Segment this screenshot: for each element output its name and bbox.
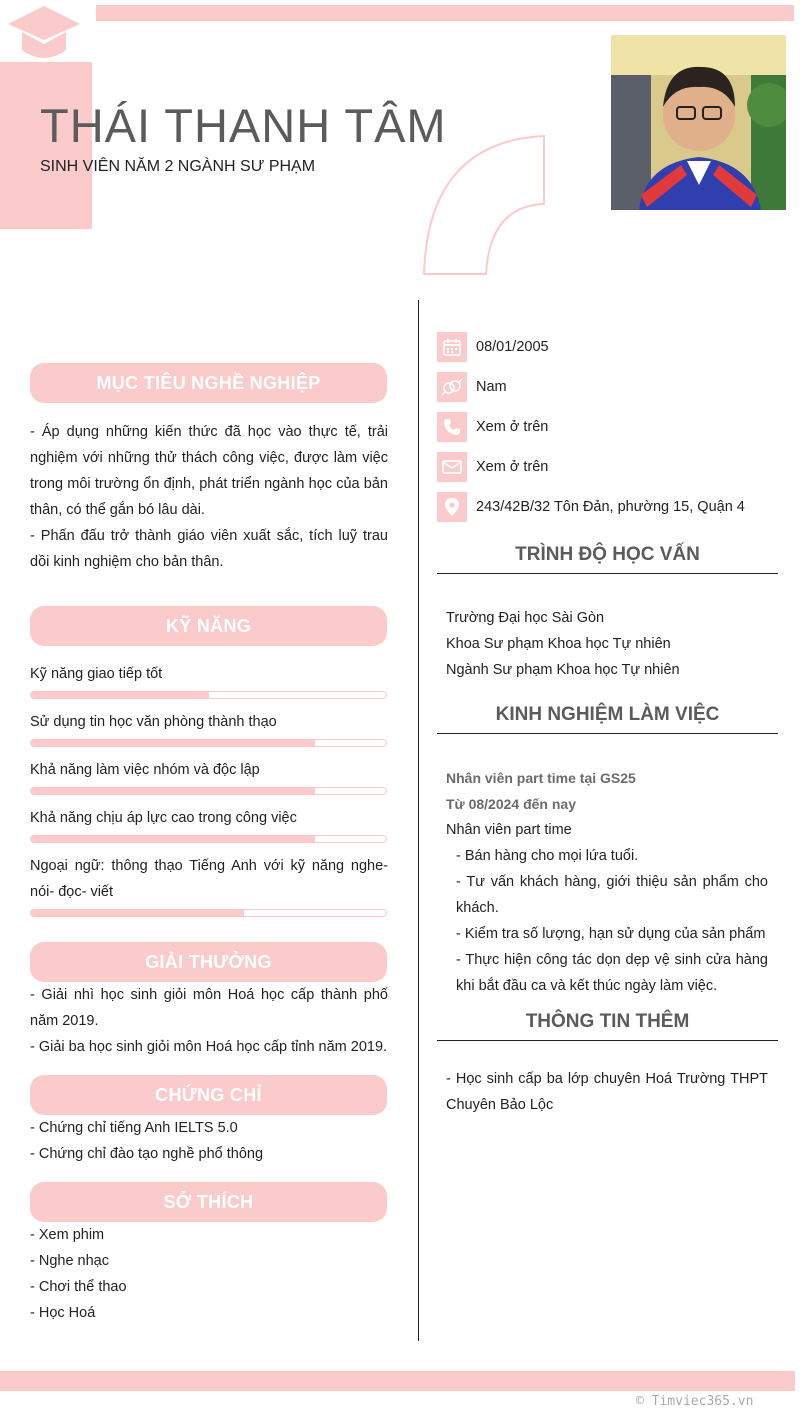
education-line: Khoa Sư phạm Khoa học Tự nhiên (446, 636, 671, 652)
address-text: 243/42B/32 Tôn Đản, phường 15, Quận 4 (476, 499, 745, 515)
candidate-name: THÁI THANH TÂM (40, 99, 447, 152)
contact-phone (437, 412, 548, 442)
experience-text (446, 765, 768, 999)
job-duty: - Tư vấn khách hàng, giới thiệu sản phẩm cho khách. (456, 874, 768, 916)
award-line: - Giải nhì học sinh giỏi môn Hoá học cấp thành phố năm 2019. (30, 987, 388, 1029)
awards-heading: GIẢI THƯỞNG (30, 942, 387, 982)
phone-text: Xem ở trên (476, 419, 549, 435)
skill-bar-fill (31, 836, 315, 842)
job-period: Từ 08/2024 đến nay (446, 796, 576, 812)
skill-label: Ngoại ngữ: thông thạo Tiếng Anh với kỹ năng nghe- nói- đọc- viết (30, 858, 388, 900)
skill-bar-fill (31, 692, 209, 698)
skill-bar-fill (31, 910, 244, 916)
experience-heading: KINH NGHIỆM LÀM VIỆC (495, 704, 720, 725)
education-line: Ngành Sư phạm Khoa học Tự nhiên (446, 662, 680, 678)
bottom-accent-bar (0, 1371, 795, 1391)
education-heading: TRÌNH ĐỘ HỌC VẤN (515, 544, 700, 565)
contact-email (437, 452, 548, 482)
education-line: Trường Đại học Sài Gòn (446, 610, 605, 626)
certificate-line: - Chứng chỉ đào tạo nghề phổ thông (30, 1146, 264, 1162)
additional-rule (437, 1040, 778, 1041)
decorative-arc (420, 134, 550, 279)
certificates-text (30, 1115, 388, 1167)
skill-label: Khả năng chịu áp lực cao trong công việc (30, 810, 297, 826)
phone-icon (437, 412, 467, 442)
top-accent-bar (96, 5, 794, 21)
email-icon (437, 452, 467, 482)
hobbies-heading: SỞ THÍCH (30, 1182, 387, 1222)
certificate-line: - Chứng chỉ tiếng Anh IELTS 5.0 (30, 1120, 238, 1136)
skill-bar-fill (31, 740, 315, 746)
birthdate-text: 08/01/2005 (476, 339, 549, 355)
additional-heading: THÔNG TIN THÊM (525, 1011, 690, 1032)
experience-rule (437, 733, 778, 734)
skill-bar (30, 787, 387, 795)
hobbies-text (30, 1222, 388, 1326)
contact-birthdate (437, 332, 549, 362)
location-icon (437, 492, 467, 522)
hobby-line: - Chơi thể thao (30, 1279, 127, 1295)
skill-label: Sử dụng tin học văn phòng thành thạo (30, 714, 277, 730)
hobby-line: - Nghe nhạc (30, 1253, 109, 1269)
skill-bar (30, 691, 387, 699)
profile-photo (611, 35, 786, 210)
hobby-line: - Học Hoá (30, 1305, 96, 1321)
objective-line: - Áp dụng những kiến thức đã học vào thực tế, trải nghiệm với những thử thách công việc, được làm việc trong môi trường ổn định, phát triển ngành học của bản thân, có thể gắn bó lâu dài. (30, 424, 388, 518)
skill-bar-fill (31, 788, 315, 794)
column-divider (418, 300, 419, 1341)
contact-address (437, 492, 745, 522)
watermark: © Timviec365.vn (636, 1394, 754, 1409)
additional-text (446, 1066, 768, 1118)
graduation-cap-icon (6, 4, 82, 62)
skill-bar (30, 909, 387, 917)
skill-label: Khả năng làm việc nhóm và độc lập (30, 762, 260, 778)
award-line: - Giải ba học sinh giỏi môn Hoá học cấp tỉnh năm 2019. (30, 1039, 388, 1055)
skill-bar (30, 835, 387, 843)
candidate-subtitle: SINH VIÊN NĂM 2 NGÀNH SƯ PHẠM (40, 158, 316, 175)
skill-label: Kỹ năng giao tiếp tốt (30, 666, 163, 682)
job-position: Nhân viên part time (446, 822, 572, 838)
contact-gender (437, 372, 507, 402)
job-title: Nhân viên part time tại GS25 (446, 770, 636, 786)
skills-heading: KỸ NĂNG (30, 606, 387, 646)
additional-line: - Học sinh cấp ba lớp chuyên Hoá Trường THPT Chuyên Bảo Lộc (446, 1071, 768, 1113)
objective-text (30, 419, 388, 575)
job-duty: - Thực hiện công tác dọn dẹp vệ sinh cửa hàng khi bắt đầu ca và kết thúc ngày làm việc. (456, 952, 768, 994)
education-rule (437, 573, 778, 574)
skill-bar (30, 739, 387, 747)
calendar-icon (437, 332, 467, 362)
education-text (446, 605, 768, 683)
certificates-heading: CHỨNG CHỈ (30, 1075, 387, 1115)
job-duty: - Bán hàng cho mọi lứa tuổi. (456, 848, 639, 864)
gender-icon (437, 372, 467, 402)
email-text: Xem ở trên (476, 459, 549, 475)
job-duty: - Kiểm tra số lượng, hạn sử dụng của sản phẩm (456, 926, 766, 942)
awards-text (30, 982, 388, 1060)
objective-heading: MỤC TIÊU NGHỀ NGHIỆP (30, 363, 387, 403)
objective-line: - Phấn đấu trở thành giáo viên xuất sắc, tích luỹ trau dồi kinh nghiệm cho bản thân. (30, 528, 388, 570)
hobby-line: - Xem phim (30, 1227, 105, 1243)
gender-text: Nam (476, 379, 507, 395)
